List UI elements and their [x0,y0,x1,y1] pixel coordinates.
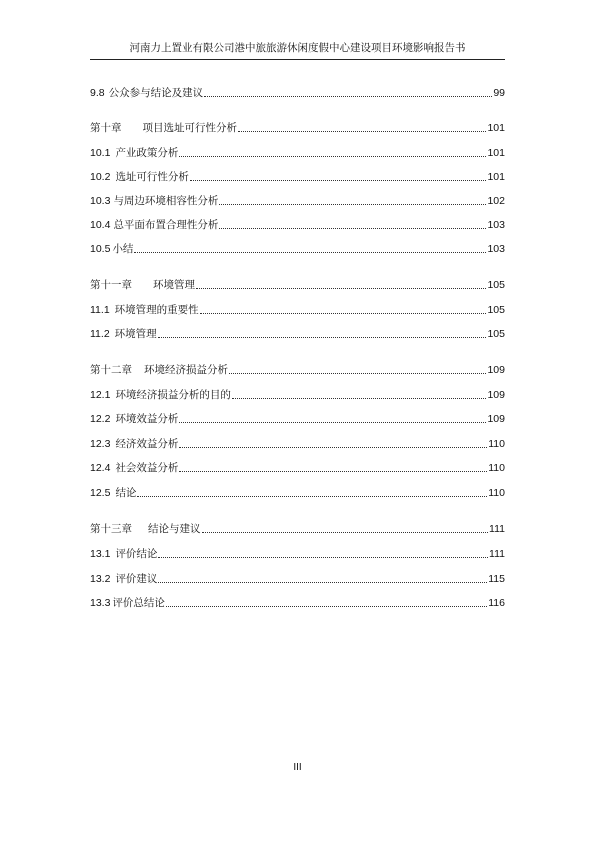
toc-leader [179,155,486,157]
toc-entry-title: 评价总结论 [112,597,165,609]
toc-leader [158,336,487,338]
toc-chapter-entry[interactable] [90,361,505,377]
toc-leader [200,312,487,314]
toc-entry-number: 12.1 [90,389,111,401]
toc-entry-number: 10.2 [90,171,111,183]
toc-entry-number: 13.2 [90,573,111,585]
toc-entry-title: 结论 [115,487,137,499]
toc-chapter-number: 第十章 [90,122,122,134]
toc-chapter-title: 项目选址可行性分析 [142,122,237,134]
toc-entry[interactable] [90,459,505,475]
toc-entry[interactable] [90,240,505,256]
toc-entry-title: 社会效益分析 [115,462,179,474]
toc-leader [166,605,487,607]
toc-chapter-entry[interactable] [90,520,505,536]
toc-leader [196,287,486,289]
toc-entry-page: 101 [487,147,505,159]
toc-entry-page: 110 [488,438,505,450]
toc-entry-number: 12.4 [90,462,111,474]
toc-chapter-number: 第十一章 [90,279,132,291]
toc-leader [137,495,487,497]
toc-entry-title: 环境效益分析 [115,413,179,425]
toc-entry-page: 105 [487,328,505,340]
toc-chapter-entry[interactable] [90,276,505,292]
toc-chapter-number: 第十二章 [90,364,132,376]
toc-entry[interactable] [90,484,505,500]
toc-entry-number: 11.2 [90,328,110,340]
toc-entry-page: 109 [487,389,505,401]
toc-entry-title: 总平面布置合理性分析 [113,219,219,231]
toc-entry[interactable] [90,410,505,426]
toc-entry[interactable] [90,570,505,586]
toc-entry[interactable] [90,545,505,561]
toc-leader [190,179,487,181]
toc-leader [219,203,486,205]
toc-chapter-entry[interactable] [90,119,505,135]
toc-entry-title: 与周边环境相容性分析 [113,195,219,207]
toc-entry-title: 产业政策分析 [115,147,179,159]
toc-entry[interactable] [90,168,505,184]
toc-leader [158,556,488,558]
toc-entry-number: 13.3 [90,597,111,609]
toc-entry-page: 110 [488,487,505,499]
toc-entry[interactable] [90,216,505,232]
toc-entry-title: 选址可行性分析 [115,171,189,183]
toc-entry-page: 111 [489,548,505,560]
toc-entry[interactable] [90,301,505,317]
toc-entry-number: 12.2 [90,413,111,425]
toc-entry-title: 环境管理的重要性 [114,304,199,316]
toc-entry-number: 10.4 [90,219,111,231]
toc-leader [238,130,486,132]
toc-leader [179,470,487,472]
toc-entry-title: 评价建议 [115,573,158,585]
toc-entry-number: 12.5 [90,487,111,499]
toc-entry-number: 11.1 [90,304,110,316]
toc-chapter-title: 环境管理 [153,279,195,291]
toc-leader [204,95,492,97]
toc-leader [179,421,486,423]
toc-entry-number: 10.3 [90,195,111,207]
toc-entry-title: 环境经济损益分析的目的 [115,389,231,401]
toc-entry-page: 109 [487,413,505,425]
toc-entry[interactable] [90,386,505,402]
toc-entry-number: 9.8 [90,87,105,99]
toc-leader [179,446,487,448]
toc-leader [219,227,486,229]
toc-leader [158,581,487,583]
toc-leader [229,372,486,374]
toc-entry-page: 111 [489,523,505,535]
header-title: 河南力上置业有限公司港中旅旅游休闲度假中心建设项目环境影响报告书 [129,42,466,54]
toc-entry[interactable] [90,84,505,100]
toc-entry-number: 12.3 [90,438,111,450]
toc-entry-page: 99 [493,87,505,99]
toc-entry-title: 评价结论 [115,548,158,560]
page-footer [0,762,595,773]
toc-leader [202,531,489,533]
toc-entry[interactable] [90,325,505,341]
toc-entry-number: 13.1 [90,548,111,560]
toc-entry-page: 103 [487,243,505,255]
toc-entry-page: 102 [487,195,505,207]
toc-entry-page: 116 [488,597,505,609]
toc-chapter-title: 环境经济损益分析 [144,364,228,376]
toc-entry-page: 101 [487,122,505,134]
toc-entry[interactable] [90,144,505,160]
toc-entry-title: 环境管理 [114,328,157,340]
toc-entry-title: 公众参与结论及建议 [108,87,204,99]
toc-entry[interactable] [90,435,505,451]
toc-entry[interactable] [90,192,505,208]
toc-entry-page: 103 [487,219,505,231]
toc-entry-title: 经济效益分析 [115,438,179,450]
toc-entry-page: 110 [488,462,505,474]
toc-entry[interactable] [90,594,505,610]
toc-entry-page: 115 [488,573,505,585]
page-header [90,40,505,60]
toc-leader [232,397,487,399]
page-number: III [293,762,302,773]
toc-leader [134,251,486,253]
toc-entry-page: 101 [487,171,505,183]
toc-entry-title: 小结 [112,243,134,255]
toc-entry-number: 10.1 [90,147,111,159]
toc-chapter-title: 结论与建议 [148,523,201,535]
toc-entry-number: 10.5 [90,243,111,255]
toc-entry-page: 105 [487,279,505,291]
toc-entry-page: 109 [487,364,505,376]
toc-entry-page: 105 [487,304,505,316]
toc-chapter-number: 第十三章 [90,523,132,535]
